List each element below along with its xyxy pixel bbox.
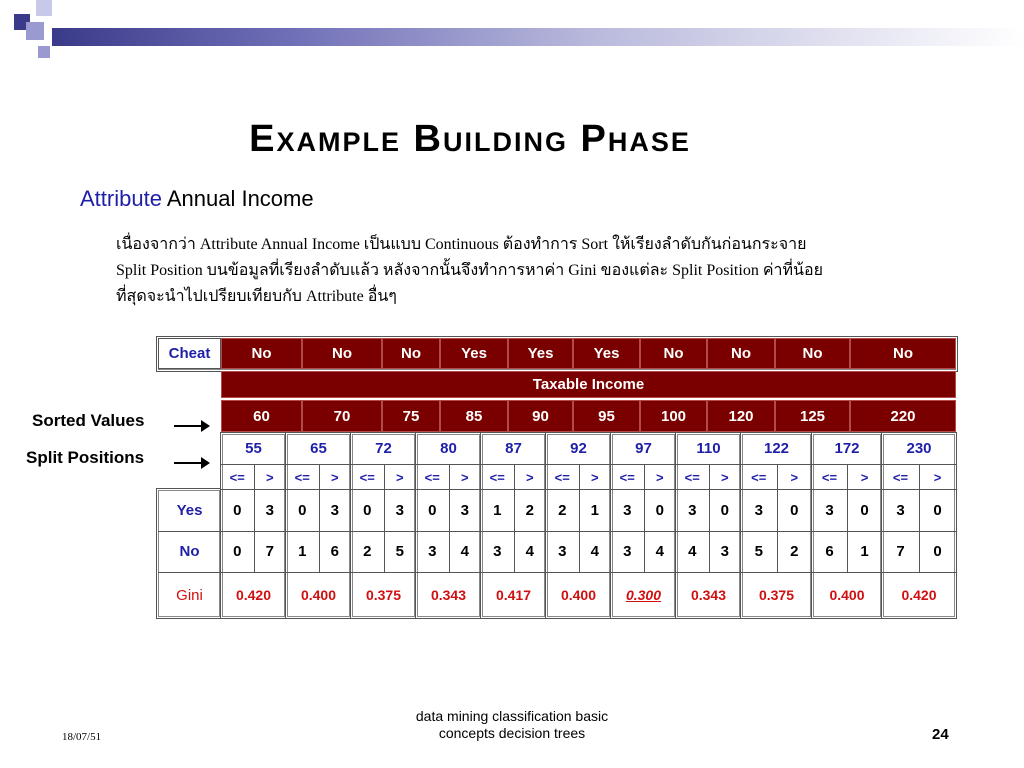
yes-count-gt: 0: [790, 502, 799, 519]
no-count-gt: 6: [330, 543, 339, 560]
header-gradient-bar: [52, 28, 1024, 46]
description-line: Split Position บนข้อมูลที่เรียงลำดับแล้ว หลังจากนั้นจึงทำการหาค่า Gini ของแต่ละ Split Position ค่าที่น้อย: [116, 262, 823, 279]
row-divider: [221, 489, 956, 490]
yes-count-gt: 0: [860, 502, 869, 519]
row-divider: [221, 464, 956, 465]
sorted-values-label: Sorted Values: [32, 411, 145, 430]
column-divider: [319, 465, 320, 572]
gt-operator: >: [590, 469, 599, 485]
column-divider: [919, 465, 920, 572]
yes-count-le: 0: [428, 502, 437, 519]
gini-value-best: 0.300: [625, 587, 662, 603]
corner-square-light: [36, 0, 52, 16]
sorted-value: 120: [707, 400, 775, 432]
row-divider: [221, 572, 956, 573]
split-position: 230: [906, 440, 932, 457]
corner-square-lavender: [26, 22, 44, 40]
gini-value: 0.400: [300, 587, 337, 603]
subtitle-value: Annual Income: [166, 186, 314, 211]
cheat-value: Yes: [508, 338, 573, 369]
no-count-le: 7: [896, 543, 905, 560]
le-operator: <=: [359, 469, 375, 485]
no-count-gt: 0: [933, 543, 942, 560]
split-position: 92: [570, 440, 587, 457]
row-label-yes: Yes: [176, 502, 203, 519]
no-count-gt: 4: [590, 543, 599, 560]
column-divider: [254, 465, 255, 572]
gt-operator: >: [860, 469, 869, 485]
yes-count-gt: 1: [590, 502, 599, 519]
split-position: 55: [245, 440, 262, 457]
description-line: เนื่องจากว่า Attribute Annual Income เป็นแบบ Continuous ต้องทำการ Sort ให้เรียงลำดับกันก่อนกระจาย: [116, 236, 807, 253]
yes-count-gt: 0: [655, 502, 664, 519]
gt-operator: >: [395, 469, 404, 485]
le-operator: <=: [821, 469, 838, 485]
sorted-value: 220: [850, 400, 956, 432]
gt-operator: >: [330, 469, 339, 485]
gt-operator: >: [525, 469, 534, 485]
cheat-value: No: [640, 338, 707, 369]
cheat-value: No: [302, 338, 382, 369]
le-operator: <=: [892, 469, 909, 485]
no-count-le: 2: [363, 543, 372, 560]
gini-value: 0.420: [901, 587, 937, 603]
split-position: 72: [375, 440, 392, 457]
le-operator: <=: [489, 469, 505, 485]
no-count-gt: 3: [720, 543, 729, 560]
cheat-header: Cheat: [158, 338, 221, 369]
column-divider: [847, 465, 848, 572]
column-divider: [579, 465, 580, 572]
sorted-value: 85: [440, 400, 508, 432]
no-count-le: 6: [825, 543, 834, 560]
sorted-value: 75: [382, 400, 440, 432]
column-divider: [449, 465, 450, 572]
yes-count-le: 3: [896, 502, 905, 519]
sorted-value: 100: [640, 400, 707, 432]
yes-count-le: 3: [825, 502, 834, 519]
split-position: 122: [763, 440, 790, 457]
sorted-value: 60: [221, 400, 302, 432]
no-count-gt: 4: [525, 543, 534, 560]
cheat-value: No: [850, 338, 956, 369]
yes-count-le: 1: [493, 502, 502, 519]
gini-value: 0.343: [690, 587, 727, 603]
gt-operator: >: [655, 469, 664, 485]
gini-split-table: [156, 336, 958, 620]
column-divider: [644, 465, 645, 572]
split-position: 87: [505, 440, 522, 457]
no-count-le: 0: [233, 543, 242, 560]
le-operator: <=: [294, 469, 310, 485]
no-count-le: 5: [754, 543, 763, 560]
no-count-gt: 4: [655, 543, 664, 560]
row-label-gini: Gini: [176, 586, 203, 604]
yes-count-le: 3: [754, 502, 763, 519]
gini-value: 0.420: [235, 587, 272, 603]
column-divider: [514, 465, 515, 572]
no-count-le: 3: [493, 543, 502, 560]
corner-square-small: [38, 46, 50, 58]
gt-operator: >: [933, 469, 942, 485]
yes-count-gt: 2: [525, 502, 534, 519]
gini-value: 0.375: [758, 587, 795, 603]
sorted-value: 90: [508, 400, 573, 432]
cheat-value: No: [707, 338, 775, 369]
yes-count-gt: 3: [265, 502, 274, 519]
no-count-gt: 4: [460, 543, 469, 560]
column-divider: [709, 465, 710, 572]
no-count-le: 3: [623, 543, 632, 560]
gini-value: 0.375: [365, 587, 402, 603]
no-count-le: 3: [558, 543, 567, 560]
split-position: 97: [635, 440, 652, 457]
split-position: 65: [310, 440, 327, 457]
footer-caption-line: data mining classification basic: [415, 708, 609, 724]
slide-title: Example Building Phase: [249, 118, 691, 160]
yes-count-gt: 0: [720, 502, 729, 519]
le-operator: <=: [424, 469, 440, 485]
footer-caption-line: concepts decision trees: [438, 725, 586, 741]
gt-operator: >: [460, 469, 469, 485]
sorted-value: 95: [573, 400, 640, 432]
split-position: 110: [696, 440, 721, 457]
no-count-le: 4: [688, 543, 697, 560]
gini-value: 0.417: [495, 587, 532, 603]
gini-value: 0.400: [560, 587, 597, 603]
yes-count-gt: 3: [330, 502, 339, 519]
slide-subtitle: [80, 186, 314, 212]
split-position: 80: [440, 440, 457, 457]
row-label-no: No: [179, 543, 200, 560]
description-line: ที่สุดจะนำไปเปรียบเทียบกับ Attribute อื่นๆ: [116, 288, 397, 305]
yes-count-le: 0: [363, 502, 372, 519]
no-count-le: 3: [428, 543, 437, 560]
cheat-value: Yes: [440, 338, 508, 369]
le-operator: <=: [619, 469, 635, 485]
yes-count-le: 0: [298, 502, 307, 519]
footer-caption: [382, 708, 642, 742]
cheat-value: No: [382, 338, 440, 369]
yes-count-gt: 0: [933, 502, 942, 519]
yes-count-le: 0: [233, 502, 242, 519]
row-divider: [221, 531, 956, 532]
gini-value: 0.400: [829, 587, 865, 603]
subtitle-keyword: Attribute: [80, 186, 162, 211]
no-count-gt: 1: [860, 543, 869, 560]
sorted-value: 70: [302, 400, 382, 432]
le-operator: <=: [684, 469, 700, 485]
taxable-income-header: Taxable Income: [221, 371, 956, 398]
no-count-gt: 7: [265, 543, 274, 560]
no-count-gt: 5: [395, 543, 404, 560]
sorted-value: 125: [775, 400, 850, 432]
gt-operator: >: [720, 469, 729, 485]
no-count-gt: 2: [790, 543, 799, 560]
le-operator: <=: [751, 469, 767, 485]
yes-count-gt: 3: [395, 502, 404, 519]
cheat-value: No: [221, 338, 302, 369]
description: [116, 232, 916, 310]
yes-count-le: 3: [688, 502, 697, 519]
gt-operator: >: [790, 469, 799, 485]
yes-count-le: 3: [623, 502, 632, 519]
cheat-value: No: [775, 338, 850, 369]
gini-value: 0.343: [430, 587, 467, 603]
column-divider: [384, 465, 385, 572]
yes-count-le: 2: [558, 502, 567, 519]
split-positions-label: Split Positions: [26, 448, 145, 467]
cheat-value: Yes: [573, 338, 640, 369]
column-divider: [777, 465, 778, 572]
footer-date: 18/07/51: [62, 731, 102, 743]
split-position: 172: [834, 440, 860, 457]
page-number: 24: [932, 726, 949, 743]
le-operator: <=: [554, 469, 570, 485]
no-count-le: 1: [298, 543, 307, 560]
gt-operator: >: [265, 469, 274, 485]
le-operator: <=: [229, 469, 245, 485]
yes-count-gt: 3: [460, 502, 469, 519]
